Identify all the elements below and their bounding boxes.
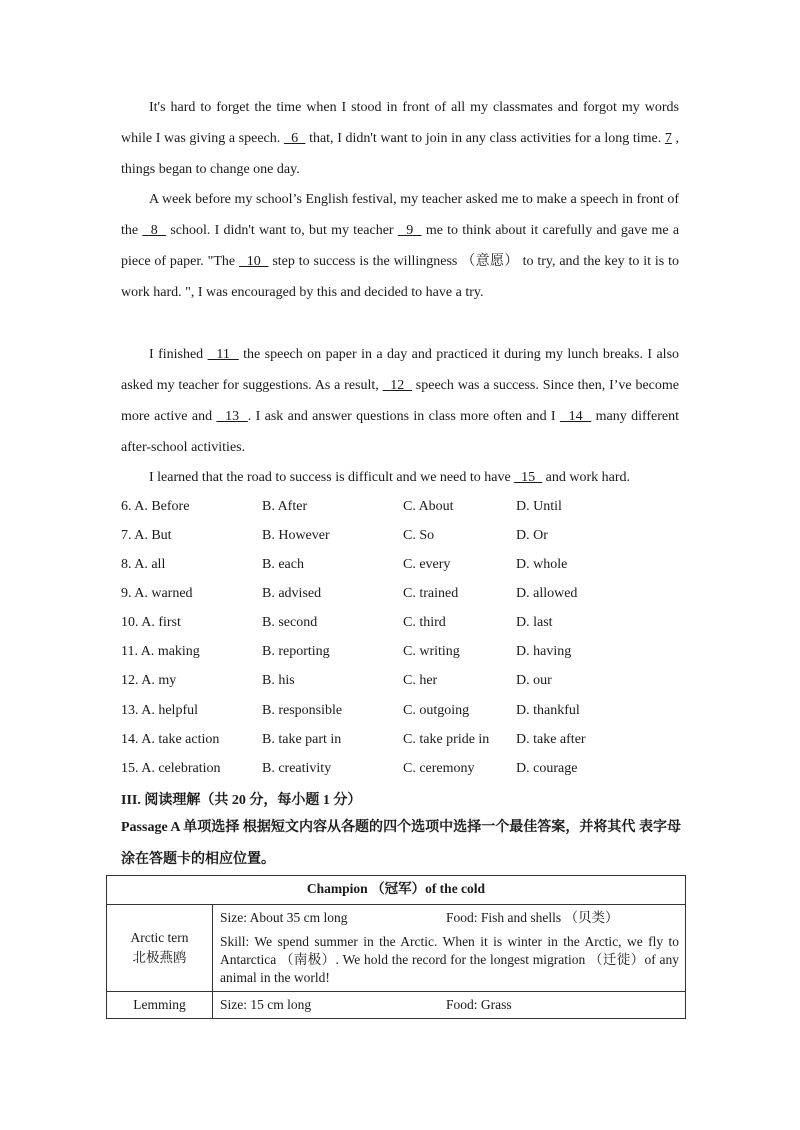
question-8-options bbox=[121, 550, 681, 579]
passage-paragraph-2 bbox=[121, 184, 679, 308]
option-c[interactable]: C. ceremony bbox=[403, 761, 475, 776]
question-12-options bbox=[121, 666, 681, 695]
question-11-options bbox=[121, 637, 681, 666]
option-a[interactable]: 15. A. celebration bbox=[121, 761, 221, 776]
text: that, I didn't want to join in any class activities for a long time. bbox=[305, 131, 665, 146]
option-d[interactable]: D. having bbox=[516, 644, 572, 659]
text: . I ask and answer questions in class more often and I bbox=[247, 409, 560, 424]
option-a[interactable]: 13. A. helpful bbox=[121, 703, 198, 718]
question-15-options bbox=[121, 754, 681, 783]
option-b[interactable]: B. However bbox=[262, 528, 330, 543]
blank-14[interactable]: 14 bbox=[559, 409, 592, 424]
option-d[interactable]: D. last bbox=[516, 615, 553, 630]
champion-table bbox=[106, 875, 686, 1019]
question-6-options bbox=[121, 492, 681, 521]
passage-paragraph-1 bbox=[121, 92, 679, 185]
option-a[interactable]: 14. A. take action bbox=[121, 732, 220, 747]
option-b[interactable]: B. each bbox=[262, 557, 304, 572]
blank-8[interactable]: 8 bbox=[142, 223, 167, 238]
option-d[interactable]: D. Until bbox=[516, 499, 562, 514]
option-c[interactable]: C. third bbox=[403, 615, 446, 630]
option-d[interactable]: D. courage bbox=[516, 761, 578, 776]
animal-food: Food: Fish and shells （贝类） bbox=[446, 910, 619, 925]
option-b[interactable]: B. advised bbox=[262, 586, 322, 601]
animal-food: Food: Grass bbox=[446, 997, 512, 1012]
option-a[interactable]: 10. A. first bbox=[121, 615, 181, 630]
table-row bbox=[107, 992, 686, 1019]
option-c[interactable]: C. About bbox=[403, 499, 454, 514]
passage-a-instruction: Passage A 单项选择 根据短文内容从各题的四个选项中选择一个最佳答案，并将其代 表字母涂在答题卡的相应位置。 bbox=[121, 820, 681, 867]
blank-10[interactable]: 10 bbox=[238, 254, 269, 269]
text: many different after-school activities. bbox=[121, 409, 680, 455]
option-c[interactable]: C. writing bbox=[403, 644, 460, 659]
table-title-row bbox=[107, 876, 686, 905]
option-a[interactable]: 12. A. my bbox=[121, 673, 177, 688]
question-14-options bbox=[121, 725, 681, 754]
text: school. I didn't want to, but my teacher bbox=[166, 223, 398, 238]
option-b[interactable]: B. his bbox=[262, 673, 295, 688]
option-c[interactable]: C. trained bbox=[403, 586, 459, 601]
question-10-options bbox=[121, 608, 681, 637]
animal-name-en: Arctic tern bbox=[130, 930, 189, 945]
animal-size: Size: 15 cm long bbox=[220, 997, 312, 1012]
table-row bbox=[107, 905, 686, 992]
blank-15[interactable]: 15 bbox=[514, 470, 543, 485]
blank-13[interactable]: 13 bbox=[216, 409, 248, 424]
blank-7[interactable]: 7 bbox=[664, 131, 672, 146]
option-b[interactable]: B. second bbox=[262, 615, 318, 630]
option-d[interactable]: D. allowed bbox=[516, 586, 578, 601]
animal-info-cell bbox=[213, 992, 686, 1019]
passage-paragraph-3 bbox=[121, 339, 679, 463]
option-b[interactable]: B. creativity bbox=[262, 761, 332, 776]
option-d[interactable]: D. whole bbox=[516, 557, 568, 572]
blank-11[interactable]: 11 bbox=[207, 347, 239, 362]
animal-info-cell bbox=[213, 905, 686, 992]
animal-name-zh: 北极燕鸥 bbox=[132, 950, 187, 965]
size-food-line bbox=[220, 996, 679, 1014]
question-13-options bbox=[121, 696, 681, 725]
option-a[interactable]: 6. A. Before bbox=[121, 499, 190, 514]
text: speech was a success. Since then, I’ve become more active and bbox=[121, 378, 679, 424]
animal-name-en: Lemming bbox=[133, 997, 186, 1012]
text: step to success is the willingness （意愿） to try, and the key to it is to work hard. ", I was encouraged by this and decided to have a try. bbox=[121, 254, 679, 300]
option-a[interactable]: 7. A. But bbox=[121, 528, 172, 543]
animal-name-cell bbox=[107, 992, 213, 1019]
option-c[interactable]: C. her bbox=[403, 673, 438, 688]
section-3-heading: III. 阅读理解（共 20 分，每小题 1 分） bbox=[121, 793, 362, 808]
text: and work hard. bbox=[542, 470, 631, 485]
question-7-options bbox=[121, 521, 681, 550]
option-d[interactable]: D. thankful bbox=[516, 703, 580, 718]
passage-paragraph-4 bbox=[121, 462, 679, 493]
question-9-options bbox=[121, 579, 681, 608]
animal-size: Size: About 35 cm long bbox=[220, 910, 348, 925]
text: the speech on paper in a day and practiced it during my lunch breaks. I also asked my teacher for suggestions. As a result, bbox=[121, 347, 680, 393]
blank-12[interactable]: 12 bbox=[382, 378, 412, 393]
blank-9[interactable]: 9 bbox=[397, 223, 422, 238]
option-b[interactable]: B. responsible bbox=[262, 703, 343, 718]
option-b[interactable]: B. reporting bbox=[262, 644, 330, 659]
option-d[interactable]: D. Or bbox=[516, 528, 548, 543]
text: A week before my school’s English festival, my teacher asked me to make a speech in front of the bbox=[121, 192, 679, 238]
animal-name-cell bbox=[107, 905, 213, 992]
text: I learned that the road to success is difficult and we need to have bbox=[149, 470, 515, 485]
option-a[interactable]: 8. A. all bbox=[121, 557, 166, 572]
blank-6[interactable]: 6 bbox=[283, 131, 306, 146]
option-c[interactable]: C. So bbox=[403, 528, 435, 543]
size-food-line bbox=[220, 909, 679, 927]
option-d[interactable]: D. take after bbox=[516, 732, 586, 747]
option-d[interactable]: D. our bbox=[516, 673, 552, 688]
option-c[interactable]: C. take pride in bbox=[403, 732, 490, 747]
option-a[interactable]: 11. A. making bbox=[121, 644, 200, 659]
text: me to think about it carefully and gave me a piece of paper. "The bbox=[121, 223, 680, 269]
text: I finished bbox=[149, 347, 208, 362]
option-c[interactable]: C. outgoing bbox=[403, 703, 470, 718]
option-c[interactable]: C. every bbox=[403, 557, 451, 572]
text: It's hard to forget the time when I stood in front of all my classmates and forgot my words while I was giving a speech. bbox=[121, 100, 679, 146]
option-b[interactable]: B. After bbox=[262, 499, 308, 514]
text: , things began to change one day. bbox=[121, 131, 680, 177]
option-b[interactable]: B. take part in bbox=[262, 732, 342, 747]
table-title: Champion （冠军）of the cold bbox=[107, 876, 686, 905]
option-a[interactable]: 9. A. warned bbox=[121, 586, 193, 601]
animal-skill: Skill: We spend summer in the Arctic. When it is winter in the Arctic, we fly to Antarctica （南极）. We hold the record for the longest migration （迁徙）of any animal in the world! bbox=[220, 934, 679, 985]
